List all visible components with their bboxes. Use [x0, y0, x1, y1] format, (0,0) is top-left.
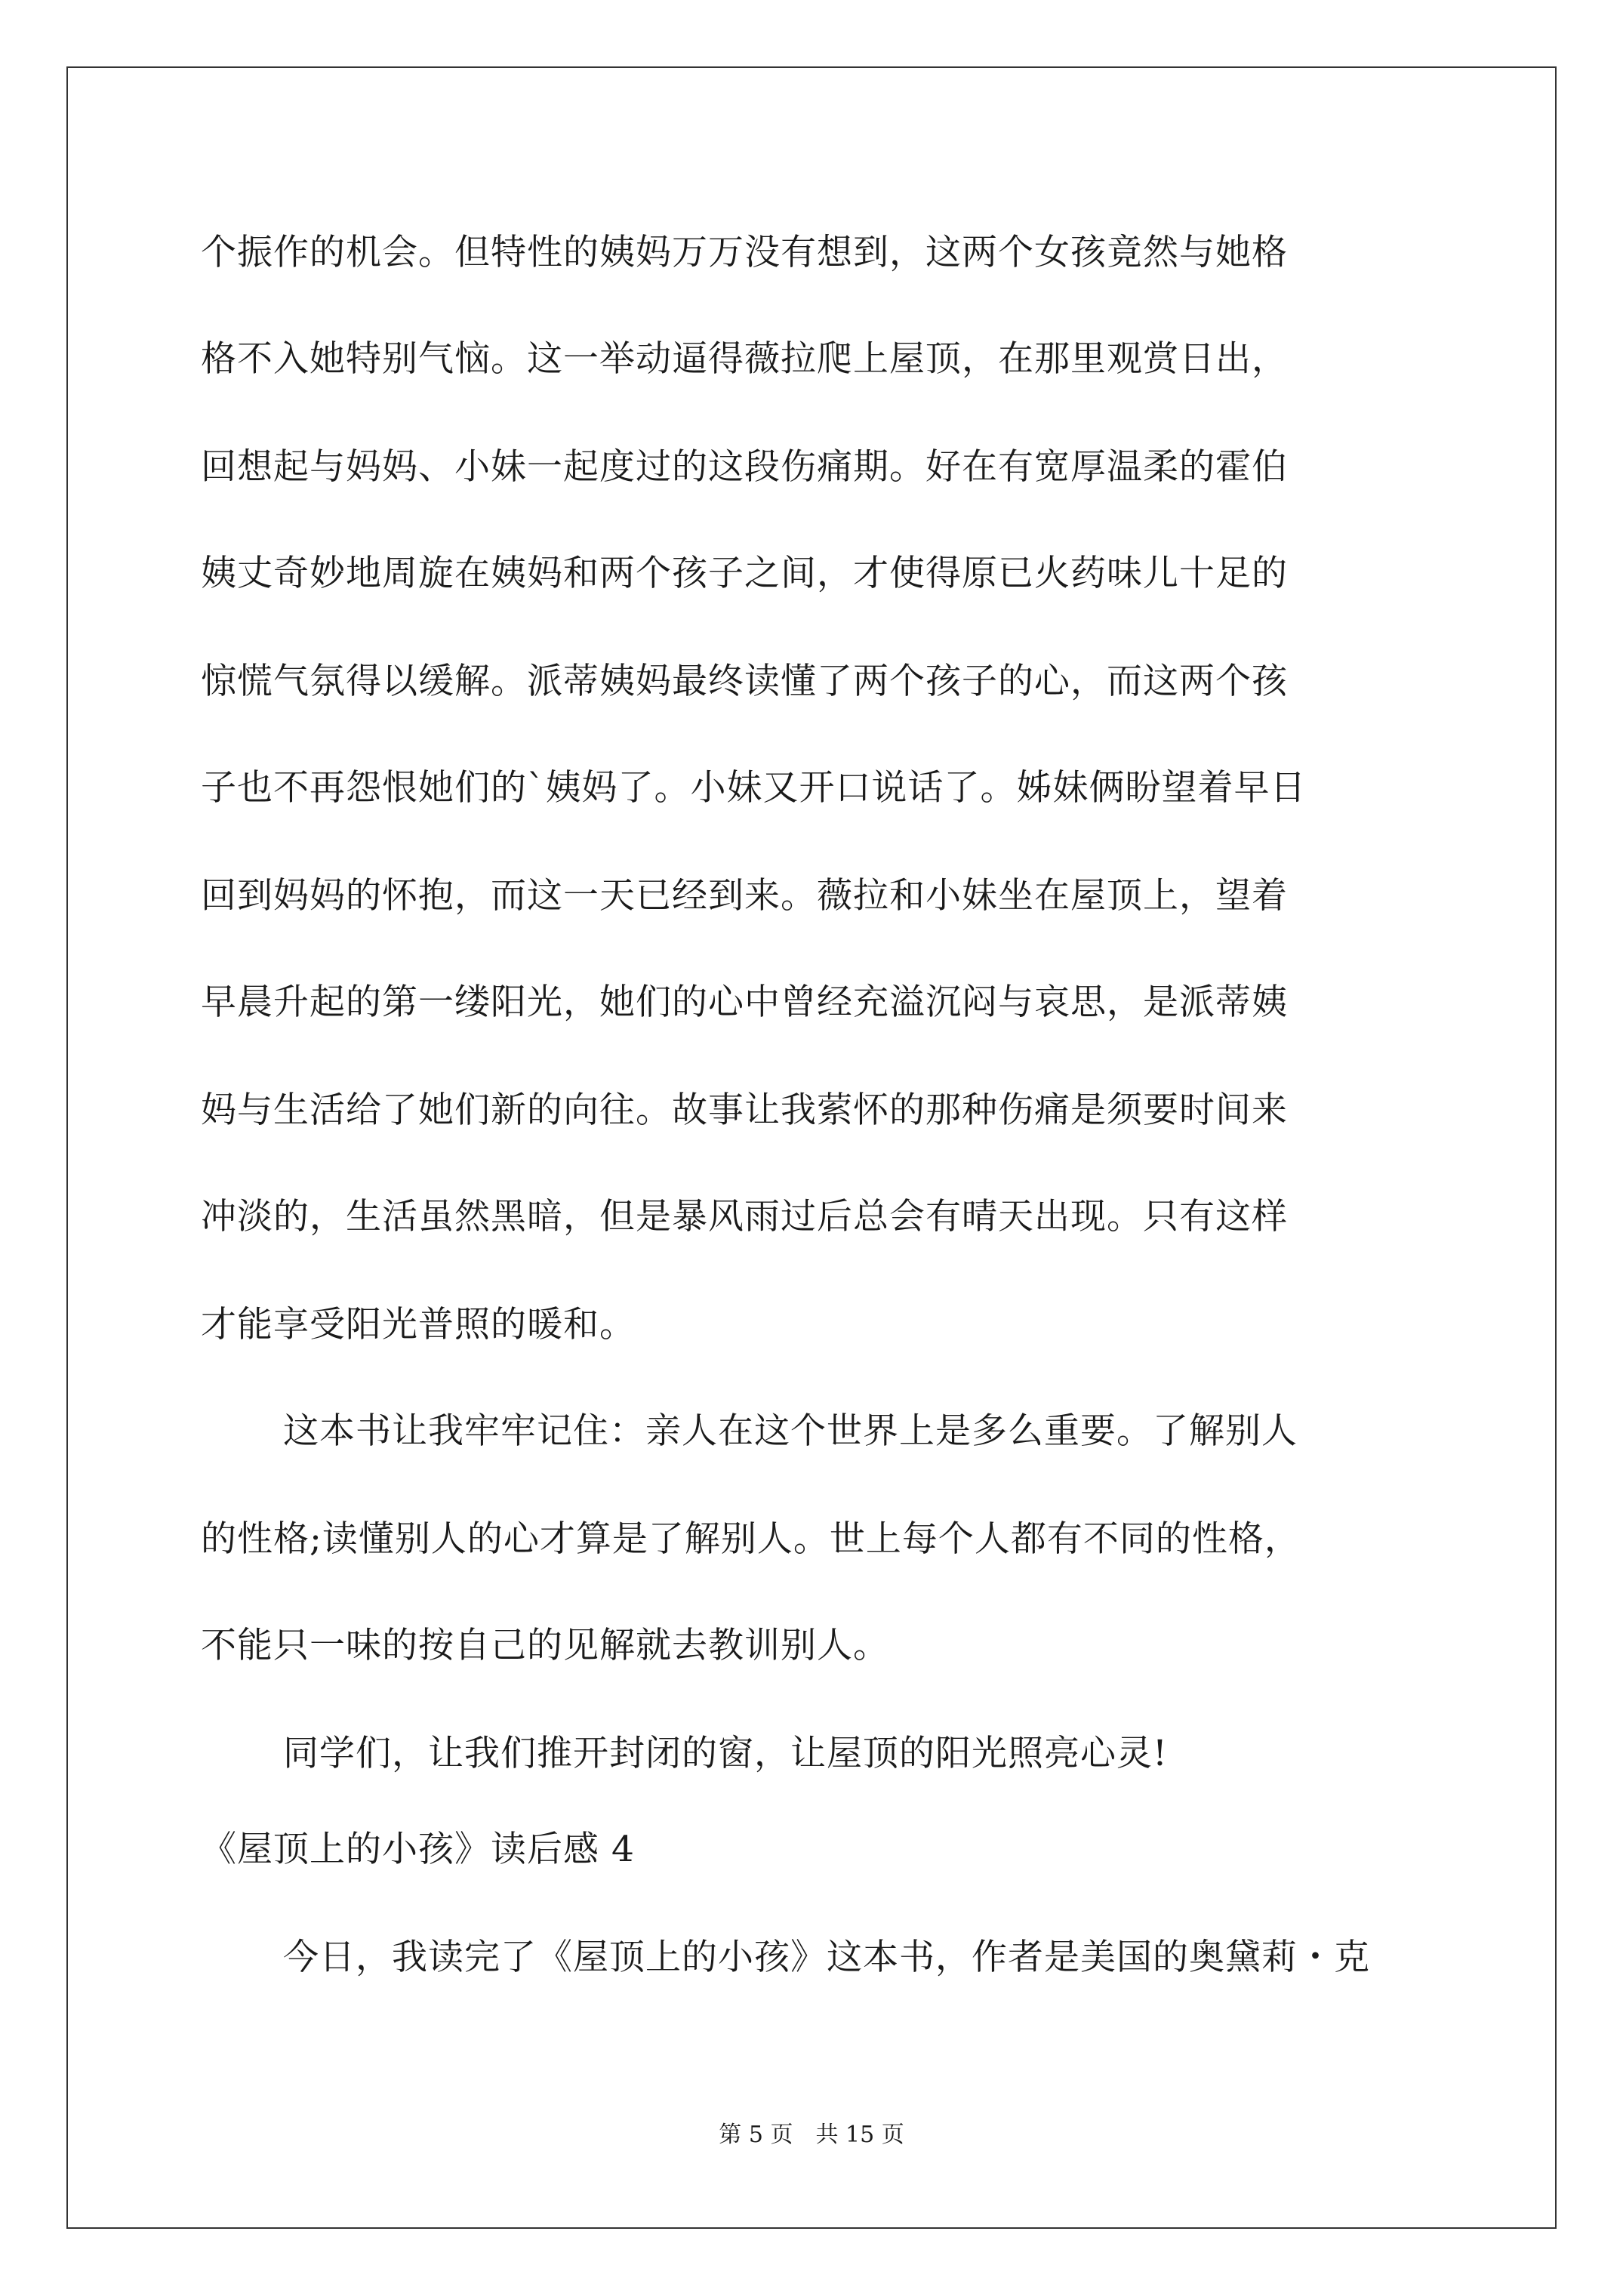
- text-line-12: 这本书让我牢牢记住：亲人在这个世界上是多么重要。了解别人: [283, 1410, 1298, 1452]
- page-total: 共 15 页: [815, 2122, 904, 2148]
- page-number: 第 5 页: [719, 2122, 793, 2148]
- page-border: [66, 66, 1557, 2229]
- text-line-7: 回到妈妈的怀抱，而这一天已经到来。薇拉和小妹坐在屋顶上，望着: [201, 875, 1288, 917]
- text-line-11: 才能享受阳光普照的暖和。: [201, 1304, 636, 1345]
- page-footer: [0, 2120, 1623, 2150]
- text-line-1: 个振作的机会。但特性的姨妈万万没有想到，这两个女孩竟然与她格: [201, 232, 1288, 273]
- text-line-2: 格不入她特别气恼。这一举动逼得薇拉爬上屋顶，在那里观赏日出，: [201, 338, 1288, 380]
- text-line-3: 回想起与妈妈、小妹一起度过的这段伤痛期。好在有宽厚温柔的霍伯: [201, 446, 1288, 488]
- text-line-10: 冲淡的，生活虽然黑暗，但是暴风雨过后总会有晴天出现。只有这样: [201, 1196, 1288, 1237]
- text-line-8: 早晨升起的第一缕阳光，她们的心中曾经充溢沉闷与哀思，是派蒂姨: [201, 982, 1288, 1023]
- section-heading: 《屋顶上的小孩》读后感 4: [201, 1829, 635, 1870]
- text-line-13: 的性格;读懂别人的心才算是了解别人。世上每个人都有不同的性格，: [201, 1518, 1301, 1560]
- text-line-4: 姨丈奇妙地周旋在姨妈和两个孩子之间，才使得原已火药味儿十足的: [201, 553, 1288, 594]
- text-line-9: 妈与生活给了她们新的向往。故事让我萦怀的那种伤痛是须要时间来: [201, 1089, 1288, 1131]
- text-line-6: 子也不再怨恨她们的`姨妈了。小妹又开口说话了。姊妹俩盼望着早日: [201, 767, 1307, 809]
- text-line-17: 今日，我读完了《屋顶上的小孩》这本书，作者是美国的奥黛莉・克: [283, 1937, 1370, 1978]
- text-line-14: 不能只一味的按自己的见解就去教训别人。: [201, 1625, 889, 1666]
- text-line-5: 惊慌气氛得以缓解。派蒂姨妈最终读懂了两个孩子的心，而这两个孩: [201, 661, 1288, 702]
- text-line-15: 同学们，让我们推开封闭的窗，让屋顶的阳光照亮心灵!: [283, 1733, 1168, 1774]
